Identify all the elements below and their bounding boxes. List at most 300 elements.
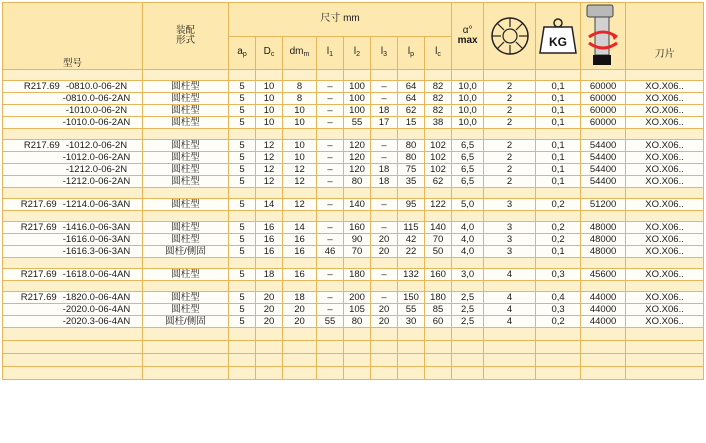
lp-cell: 95 xyxy=(398,199,425,211)
type-code-cell xyxy=(3,316,143,328)
insert-cell: XO.X06.. xyxy=(626,304,704,316)
table-row xyxy=(3,304,704,316)
l2-cell: 105 xyxy=(344,304,371,316)
kg-cell: 0,2 xyxy=(536,199,581,211)
z-cell: 4 xyxy=(484,292,536,304)
lp-cell: 150 xyxy=(398,292,425,304)
max-rpm-icon xyxy=(583,3,623,69)
type-code-cell xyxy=(3,93,143,105)
group-spacer xyxy=(3,281,704,292)
insert-label: 刀片 xyxy=(654,49,675,60)
lc-cell: 122 xyxy=(425,199,452,211)
dm-cell: 20 xyxy=(283,316,317,328)
table-row xyxy=(3,316,704,328)
lp-cell: 35 xyxy=(398,176,425,188)
mount-form-cell: 圆柱型 xyxy=(143,269,229,281)
dm-cell: 10 xyxy=(283,140,317,152)
z-cell: 2 xyxy=(484,164,536,176)
form-label-line1: 装配 xyxy=(175,25,195,36)
z-cell: 3 xyxy=(484,199,536,211)
l3-cell: – xyxy=(371,81,398,93)
lp-cell: 55 xyxy=(398,304,425,316)
type-code: -1616.3-06-3AN xyxy=(62,245,131,257)
rpm-cell: 54400 xyxy=(581,164,626,176)
rpm-cell: 44000 xyxy=(581,292,626,304)
kg-cell: 0,3 xyxy=(536,304,581,316)
table-row xyxy=(3,117,704,129)
ap-cell: 5 xyxy=(229,292,256,304)
alpha-cell: 6,5 xyxy=(452,140,484,152)
group-spacer xyxy=(3,70,704,81)
type-code: -1010.0-06-2AN xyxy=(62,116,131,128)
kg-cell: 0,1 xyxy=(536,93,581,105)
lp-cell: 115 xyxy=(398,222,425,234)
rpm-cell: 60000 xyxy=(581,81,626,93)
alpha-cell: 10,0 xyxy=(452,81,484,93)
type-code-cell xyxy=(3,140,143,152)
dm-cell: 12 xyxy=(283,164,317,176)
table-row xyxy=(3,140,704,152)
table-row xyxy=(3,105,704,117)
l1-cell: 46 xyxy=(317,246,344,258)
kg-cell: 0,1 xyxy=(536,105,581,117)
dm-cell: 16 xyxy=(283,246,317,258)
l2-cell: 160 xyxy=(344,222,371,234)
table-row xyxy=(3,176,704,188)
form-label-line2: 形式 xyxy=(175,35,195,46)
lc-cell: 180 xyxy=(425,292,452,304)
alpha-cell: 6,5 xyxy=(452,152,484,164)
rpm-cell: 60000 xyxy=(581,105,626,117)
insert-cell: XO.X06.. xyxy=(626,316,704,328)
rpm-cell: 54400 xyxy=(581,176,626,188)
kg-cell: 0,1 xyxy=(536,140,581,152)
type-label: 型号 xyxy=(62,58,82,69)
insert-column-header xyxy=(626,3,704,70)
alpha-max-header: α° max xyxy=(452,3,484,70)
insert-cell: XO.X06.. xyxy=(626,176,704,188)
table-row xyxy=(3,269,704,281)
lc-cell: 82 xyxy=(425,81,452,93)
dc-cell: 20 xyxy=(256,292,283,304)
lp-cell: 22 xyxy=(398,246,425,258)
table-row xyxy=(3,199,704,211)
ap-cell: 5 xyxy=(229,199,256,211)
insert-cell: XO.X06.. xyxy=(626,222,704,234)
lp-cell: 80 xyxy=(398,152,425,164)
mount-form-cell: 圆柱型 xyxy=(143,93,229,105)
kg-cell: 0,1 xyxy=(536,117,581,129)
table-row xyxy=(3,93,704,105)
type-code-cell xyxy=(3,269,143,281)
mount-form-cell: 圆柱型 xyxy=(143,234,229,246)
table-row xyxy=(3,222,704,234)
l1-header: $l_1$ xyxy=(317,36,344,70)
type-prefix: R217.69 xyxy=(20,221,57,233)
rpm-cell: 44000 xyxy=(581,316,626,328)
l1-cell: – xyxy=(317,93,344,105)
l1-cell: – xyxy=(317,140,344,152)
z-cell: 2 xyxy=(484,117,536,129)
type-code: -1618.0-06-4AN xyxy=(62,268,131,280)
l2-cell: 55 xyxy=(344,117,371,129)
kg-cell: 0,2 xyxy=(536,316,581,328)
z-cell: 2 xyxy=(484,105,536,117)
lc-cell: 102 xyxy=(425,164,452,176)
table-row xyxy=(3,234,704,246)
type-code: -1820.0-06-4AN xyxy=(62,291,131,303)
type-prefix: R217.69 xyxy=(20,198,57,210)
z-cell: 4 xyxy=(484,316,536,328)
type-code-cell xyxy=(3,199,143,211)
lc-header: $l_c$ xyxy=(425,36,452,70)
lc-cell: 60 xyxy=(425,316,452,328)
empty-row xyxy=(3,341,704,354)
l2-cell: 120 xyxy=(344,140,371,152)
l2-cell: 90 xyxy=(344,234,371,246)
alpha-cell: 4,0 xyxy=(452,234,484,246)
lp-cell: 64 xyxy=(398,93,425,105)
l3-cell: – xyxy=(371,292,398,304)
insert-cell: XO.X06.. xyxy=(626,105,704,117)
type-prefix: R217.69 xyxy=(20,268,57,280)
dm-cell: 18 xyxy=(283,292,317,304)
alpha-cell: 5,0 xyxy=(452,199,484,211)
weight-column-header xyxy=(536,3,581,70)
l1-cell: – xyxy=(317,222,344,234)
z-cell: 2 xyxy=(484,93,536,105)
l1-cell: – xyxy=(317,81,344,93)
dm-cell: 12 xyxy=(283,199,317,211)
l1-cell: – xyxy=(317,304,344,316)
alpha-cell: 4,0 xyxy=(452,222,484,234)
l3-cell: 20 xyxy=(371,234,398,246)
lc-cell: 82 xyxy=(425,105,452,117)
lc-cell: 38 xyxy=(425,117,452,129)
lc-cell: 70 xyxy=(425,234,452,246)
insert-cell: XO.X06.. xyxy=(626,152,704,164)
kg-cell: 0,3 xyxy=(536,269,581,281)
dm-cell: 16 xyxy=(283,234,317,246)
dc-cell: 18 xyxy=(256,269,283,281)
type-code-cell xyxy=(3,176,143,188)
empty-row xyxy=(3,328,704,341)
z-cell: 3 xyxy=(484,234,536,246)
l3-cell: 18 xyxy=(371,105,398,117)
table-row xyxy=(3,152,704,164)
kg-cell: 0,4 xyxy=(536,292,581,304)
ap-cell: 5 xyxy=(229,81,256,93)
mount-form-cell: 圆柱/侧固 xyxy=(143,316,229,328)
z-cell: 2 xyxy=(484,176,536,188)
ap-cell: 5 xyxy=(229,222,256,234)
dimensions-title: 尺寸 mm xyxy=(229,3,452,37)
l2-cell: 120 xyxy=(344,164,371,176)
mount-form-cell: 圆柱型 xyxy=(143,152,229,164)
kg-cell: 0,1 xyxy=(536,152,581,164)
lp-cell: 132 xyxy=(398,269,425,281)
alpha-cell: 4,0 xyxy=(452,246,484,258)
l3-cell: 18 xyxy=(371,176,398,188)
type-code-cell xyxy=(3,152,143,164)
type-code: -2020.0-06-4AN xyxy=(62,303,131,315)
empty-row xyxy=(3,367,704,380)
l3-cell: 20 xyxy=(371,316,398,328)
l1-cell: – xyxy=(317,292,344,304)
dm-header: $dm_m$ xyxy=(283,36,317,70)
ap-cell: 5 xyxy=(229,269,256,281)
mount-form-cell: 圆柱型 xyxy=(143,117,229,129)
z-cell: 4 xyxy=(484,304,536,316)
l2-cell: 180 xyxy=(344,269,371,281)
dc-cell: 14 xyxy=(256,199,283,211)
dc-cell: 16 xyxy=(256,222,283,234)
type-code: -1416.0-06-3AN xyxy=(62,221,131,233)
type-prefix: R217.69 xyxy=(23,80,60,92)
z-cell: 2 xyxy=(484,140,536,152)
weight-icon xyxy=(538,15,578,57)
table-row xyxy=(3,164,704,176)
dc-cell: 10 xyxy=(256,81,283,93)
ap-cell: 5 xyxy=(229,176,256,188)
cutter-spec-table xyxy=(2,2,704,380)
lc-cell: 50 xyxy=(425,246,452,258)
rpm-cell: 44000 xyxy=(581,304,626,316)
l1-cell: 55 xyxy=(317,316,344,328)
alpha-cell: 6,5 xyxy=(452,176,484,188)
form-column-header xyxy=(143,3,229,70)
type-code: -1616.0-06-3AN xyxy=(62,233,131,245)
dm-cell: 14 xyxy=(283,222,317,234)
dc-cell: 16 xyxy=(256,234,283,246)
dc-cell: 10 xyxy=(256,105,283,117)
kg-cell: 0,1 xyxy=(536,246,581,258)
insert-cell: XO.X06.. xyxy=(626,164,704,176)
z-cell: 2 xyxy=(484,81,536,93)
type-code: -1212.0-06-2AN xyxy=(62,175,131,187)
ap-cell: 5 xyxy=(229,117,256,129)
l1-cell: – xyxy=(317,234,344,246)
table-row xyxy=(3,81,704,93)
group-spacer xyxy=(3,188,704,199)
spec-body xyxy=(3,70,704,380)
insert-cell: XO.X06.. xyxy=(626,93,704,105)
kg-cell: 0,2 xyxy=(536,222,581,234)
dm-cell: 10 xyxy=(283,105,317,117)
ap-cell: 5 xyxy=(229,140,256,152)
type-prefix: R217.69 xyxy=(23,139,60,151)
alpha-cell: 2,5 xyxy=(452,316,484,328)
type-code-cell xyxy=(3,292,143,304)
ap-cell: 5 xyxy=(229,304,256,316)
l2-cell: 140 xyxy=(344,199,371,211)
kg-cell: 0,1 xyxy=(536,176,581,188)
type-prefix: R217.69 xyxy=(20,291,57,303)
type-code-cell xyxy=(3,105,143,117)
teeth-count-icon xyxy=(488,14,532,58)
lp-cell: 42 xyxy=(398,234,425,246)
group-spacer xyxy=(3,129,704,140)
rpm-cell: 48000 xyxy=(581,246,626,258)
dc-cell: 12 xyxy=(256,152,283,164)
rpm-cell: 54400 xyxy=(581,140,626,152)
z-cell: 3 xyxy=(484,246,536,258)
mount-form-cell: 圆柱型 xyxy=(143,164,229,176)
l2-cell: 100 xyxy=(344,93,371,105)
l3-header: $l_3$ xyxy=(371,36,398,70)
l3-cell: – xyxy=(371,93,398,105)
type-code-cell xyxy=(3,246,143,258)
l2-cell: 80 xyxy=(344,176,371,188)
ap-cell: 5 xyxy=(229,164,256,176)
group-spacer xyxy=(3,211,704,222)
dm-cell: 12 xyxy=(283,176,317,188)
lp-cell: 62 xyxy=(398,105,425,117)
lc-cell: 102 xyxy=(425,140,452,152)
lp-header: $l_p$ xyxy=(398,36,425,70)
table-row xyxy=(3,292,704,304)
rpm-column-header xyxy=(581,3,626,70)
mount-form-cell: 圆柱型 xyxy=(143,81,229,93)
l2-cell: 100 xyxy=(344,105,371,117)
l2-cell: 80 xyxy=(344,316,371,328)
l3-cell: 20 xyxy=(371,246,398,258)
type-code-cell xyxy=(3,81,143,93)
lc-cell: 140 xyxy=(425,222,452,234)
teeth-column-header xyxy=(484,3,536,70)
type-code-cell xyxy=(3,164,143,176)
type-code: -1212.0-06-2N xyxy=(65,163,128,175)
insert-cell: XO.X06.. xyxy=(626,199,704,211)
empty-row xyxy=(3,354,704,367)
dm-cell: 16 xyxy=(283,269,317,281)
lc-cell: 82 xyxy=(425,93,452,105)
kg-cell: 0,1 xyxy=(536,164,581,176)
l1-cell: – xyxy=(317,105,344,117)
type-code: -1214.0-06-3AN xyxy=(62,198,131,210)
mount-form-cell: 圆柱型 xyxy=(143,222,229,234)
ap-cell: 5 xyxy=(229,246,256,258)
lp-cell: 15 xyxy=(398,117,425,129)
dc-cell: 20 xyxy=(256,316,283,328)
dc-cell: 20 xyxy=(256,304,283,316)
type-code: -0810.0-06-2AN xyxy=(62,92,131,104)
alpha-cell: 10,0 xyxy=(452,93,484,105)
l2-cell: 70 xyxy=(344,246,371,258)
l3-cell: – xyxy=(371,140,398,152)
insert-cell: XO.X06.. xyxy=(626,81,704,93)
lp-cell: 30 xyxy=(398,316,425,328)
z-cell: 3 xyxy=(484,222,536,234)
mount-form-cell: 圆柱型 xyxy=(143,176,229,188)
dc-cell: 12 xyxy=(256,140,283,152)
l3-cell: 17 xyxy=(371,117,398,129)
l3-cell: 20 xyxy=(371,304,398,316)
kg-cell: 0,2 xyxy=(536,234,581,246)
l2-cell: 100 xyxy=(344,81,371,93)
l1-cell: – xyxy=(317,199,344,211)
dc-cell: 16 xyxy=(256,246,283,258)
l1-cell: – xyxy=(317,269,344,281)
type-column-header xyxy=(3,3,143,70)
l3-cell: – xyxy=(371,152,398,164)
table-row xyxy=(3,246,704,258)
mount-form-cell: 圆柱/侧固 xyxy=(143,246,229,258)
l1-cell: – xyxy=(317,117,344,129)
dm-cell: 10 xyxy=(283,152,317,164)
l3-cell: – xyxy=(371,199,398,211)
insert-cell: XO.X06.. xyxy=(626,117,704,129)
l1-cell: – xyxy=(317,176,344,188)
mount-form-cell: 圆柱型 xyxy=(143,304,229,316)
rpm-cell: 51200 xyxy=(581,199,626,211)
alpha-cell: 6,5 xyxy=(452,164,484,176)
ap-cell: 5 xyxy=(229,152,256,164)
rpm-cell: 60000 xyxy=(581,117,626,129)
alpha-cell: 2,5 xyxy=(452,304,484,316)
dm-cell: 10 xyxy=(283,117,317,129)
dc-cell: 12 xyxy=(256,176,283,188)
type-code: -1010.0-06-2N xyxy=(65,104,128,116)
type-code: -1012.0-06-2AN xyxy=(62,151,131,163)
group-spacer xyxy=(3,258,704,269)
rpm-cell: 60000 xyxy=(581,93,626,105)
dm-cell: 20 xyxy=(283,304,317,316)
l2-header: $l_2$ xyxy=(344,36,371,70)
alpha-cell: 10,0 xyxy=(452,117,484,129)
insert-cell: XO.X06.. xyxy=(626,234,704,246)
ap-cell: 5 xyxy=(229,105,256,117)
type-code-cell xyxy=(3,117,143,129)
kg-cell: 0,1 xyxy=(536,81,581,93)
dm-cell: 8 xyxy=(283,93,317,105)
insert-cell: XO.X06.. xyxy=(626,292,704,304)
mount-form-cell: 圆柱型 xyxy=(143,140,229,152)
l2-cell: 120 xyxy=(344,152,371,164)
lc-cell: 85 xyxy=(425,304,452,316)
l1-cell: – xyxy=(317,164,344,176)
ap-cell: 5 xyxy=(229,234,256,246)
rpm-cell: 54400 xyxy=(581,152,626,164)
l3-cell: 18 xyxy=(371,164,398,176)
dc-cell: 12 xyxy=(256,164,283,176)
z-cell: 4 xyxy=(484,269,536,281)
lp-cell: 75 xyxy=(398,164,425,176)
type-code: -1012.0-06-2N xyxy=(65,139,128,151)
insert-cell: XO.X06.. xyxy=(626,269,704,281)
ap-cell: 5 xyxy=(229,93,256,105)
rpm-cell: 48000 xyxy=(581,234,626,246)
ap-cell: 5 xyxy=(229,316,256,328)
mount-form-cell: 圆柱型 xyxy=(143,292,229,304)
z-cell: 2 xyxy=(484,152,536,164)
l1-cell: – xyxy=(317,152,344,164)
dc-header: $D_c$ xyxy=(256,36,283,70)
mount-form-cell: 圆柱型 xyxy=(143,105,229,117)
weight-label: KG xyxy=(549,35,568,49)
l3-cell: – xyxy=(371,222,398,234)
type-code: -2020.3-06-4AN xyxy=(62,315,131,327)
ap-header: $a_p$ xyxy=(229,36,256,70)
dc-cell: 10 xyxy=(256,93,283,105)
type-code: -0810.0-06-2N xyxy=(65,80,128,92)
dm-cell: 8 xyxy=(283,81,317,93)
alpha-cell: 10,0 xyxy=(452,105,484,117)
type-code-cell xyxy=(3,304,143,316)
lp-cell: 64 xyxy=(398,81,425,93)
l3-cell: – xyxy=(371,269,398,281)
alpha-cell: 2,5 xyxy=(452,292,484,304)
